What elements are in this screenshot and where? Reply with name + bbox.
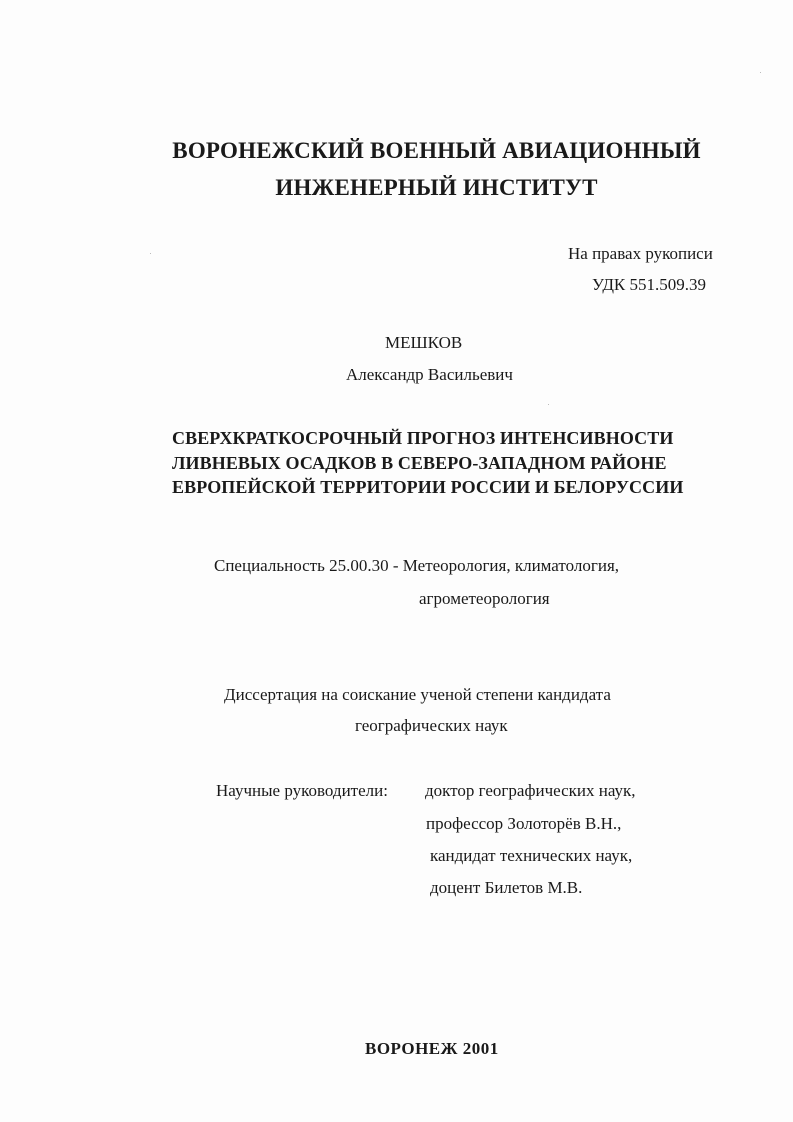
author-given-names: Александр Васильевич xyxy=(346,365,513,384)
supervisors-label: Научные руководители: xyxy=(216,781,388,800)
institute-name-line2: ИНЖЕНЕРНЫЙ ИНСТИТУТ xyxy=(275,175,598,200)
supervisor-line: доктор географических наук, xyxy=(425,781,636,800)
thesis-title-line1: СВЕРХКРАТКОСРОЧНЫЙ ПРОГНОЗ ИНТЕНСИВНОСТИ xyxy=(172,428,674,448)
institute-name-line1: ВОРОНЕЖСКИЙ ВОЕННЫЙ АВИАЦИОННЫЙ xyxy=(172,138,701,163)
supervisor-line: доцент Билетов М.В. xyxy=(430,878,583,897)
dissertation-degree-line2: географических наук xyxy=(355,716,508,735)
scan-speck xyxy=(548,404,549,405)
city-and-year: ВОРОНЕЖ 2001 xyxy=(365,1039,499,1058)
thesis-title-line3: ЕВРОПЕЙСКОЙ ТЕРРИТОРИИ РОССИИ И БЕЛОРУССИИ xyxy=(172,477,684,497)
dissertation-degree-line1: Диссертация на соискание ученой степени кандидата xyxy=(224,685,611,704)
specialty-line1: Специальность 25.00.30 - Метеорология, климатология, xyxy=(214,556,620,575)
thesis-title-line2: ЛИВНЕВЫХ ОСАДКОВ В СЕВЕРО-ЗАПАДНОМ РАЙОНЕ xyxy=(172,453,667,473)
author-surname: МЕШКОВ xyxy=(385,333,463,352)
udk-code: УДК 551.509.39 xyxy=(592,275,707,294)
scan-speck xyxy=(150,253,151,254)
supervisor-line: профессор Золоторёв В.Н., xyxy=(426,814,622,833)
manuscript-rights: На правах рукописи xyxy=(568,244,713,263)
specialty-line2: агрометеорология xyxy=(419,589,550,608)
supervisor-line: кандидат технических наук, xyxy=(430,846,633,865)
scan-speck xyxy=(760,72,761,73)
